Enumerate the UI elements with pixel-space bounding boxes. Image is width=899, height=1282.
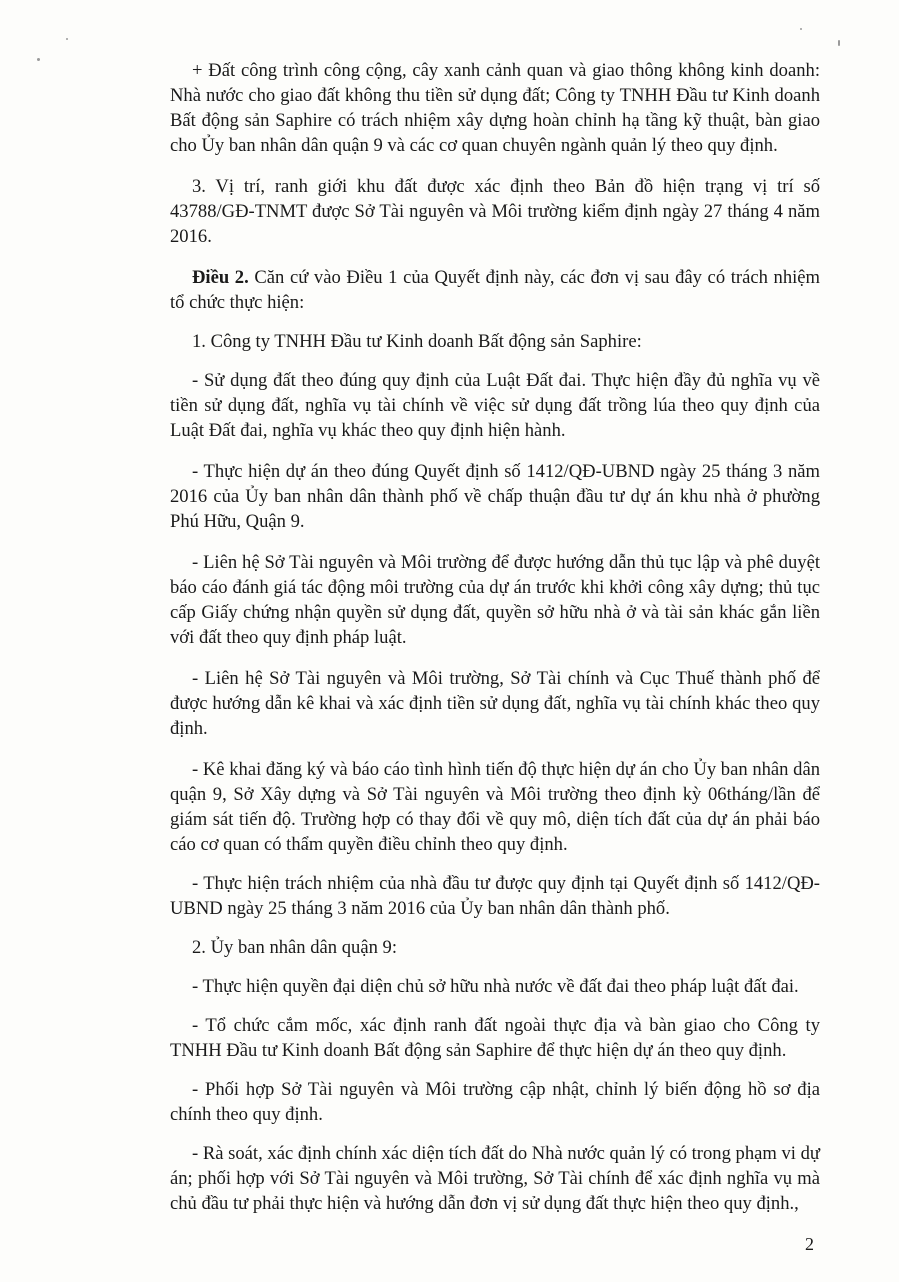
- article-2: [170, 265, 820, 315]
- article-2-text: Căn cứ vào Điều 1 của Quyết định này, các đơn vị sau đây có trách nhiệm tổ chức thực hiện:: [170, 267, 820, 313]
- section-1-item: - Liên hệ Sở Tài nguyên và Môi trường, Sở Tài chính và Cục Thuế thành phố để được hướng dẫn kê khai và xác định tiền sử dụng đất, nghĩa vụ tài chính khác theo quy định.: [170, 668, 820, 739]
- scan-speck: [838, 40, 840, 46]
- scan-speck: [800, 28, 802, 30]
- section-1-item: - Liên hệ Sở Tài nguyên và Môi trường để được hướng dẫn thủ tục lập và phê duyệt báo cáo đánh giá tác động môi trường của dự án trước khi khởi công xây dựng; thủ tục cấp Giấy chứng nhận quyền sử dụng đất, quyền sở hữu nhà ở và tài sản khác gắn liền với đất theo quy định pháp luật.: [170, 552, 820, 648]
- section-1-item: - Sử dụng đất theo đúng quy định của Luật Đất đai. Thực hiện đầy đủ nghĩa vụ về tiền sử dụng đất, nghĩa vụ tài chính về việc sử dụng đất trồng lúa theo quy định của Luật Đất đai, nghĩa vụ khác theo quy định hiện hành.: [170, 370, 820, 441]
- section-2-item: - Phối hợp Sở Tài nguyên và Môi trường cập nhật, chỉnh lý biến động hồ sơ địa chính theo quy định.: [170, 1079, 820, 1125]
- section-1-item: - Thực hiện trách nhiệm của nhà đầu tư được quy định tại Quyết định số 1412/QĐ-UBND ngày 25 tháng 3 năm 2016 của Ủy ban nhân dân thành phố.: [170, 873, 820, 919]
- scan-speck: [37, 58, 40, 61]
- section-1-item: - Thực hiện dự án theo đúng Quyết định số 1412/QĐ-UBND ngày 25 tháng 3 năm 2016 của Ủy ban nhân dân thành phố về chấp thuận đầu tư dự án khu nhà ở phường Phú Hữu, Quận 9.: [170, 461, 820, 532]
- scan-speck: [66, 38, 68, 40]
- article-2-label: Điều 2.: [192, 267, 249, 288]
- section-2-item: - Rà soát, xác định chính xác diện tích đất do Nhà nước quản lý có trong phạm vi dự án; phối hợp với Sở Tài nguyên và Môi trường, Sở Tài chính để xác định nghĩa vụ mà chủ đầu tư phải thực hiện và hướng dẫn đơn vị sử dụng đất thực hiện theo quy định.,: [170, 1143, 820, 1214]
- section-2-item: - Thực hiện quyền đại diện chủ sở hữu nhà nước về đất đai theo pháp luật đất đai.: [192, 976, 799, 997]
- section-1-heading: 1. Công ty TNHH Đầu tư Kinh doanh Bất động sản Saphire:: [192, 331, 642, 352]
- page-number: 2: [805, 1234, 814, 1254]
- document-body: [170, 58, 820, 1216]
- paragraph-location: 3. Vị trí, ranh giới khu đất được xác định theo Bản đồ hiện trạng vị trí số 43788/GĐ-TNMT được Sở Tài nguyên và Môi trường kiểm định ngày 27 tháng 4 năm 2016.: [170, 176, 820, 247]
- section-2-heading: 2. Ủy ban nhân dân quận 9:: [192, 937, 398, 958]
- section-1-item: - Kê khai đăng ký và báo cáo tình hình tiến độ thực hiện dự án cho Ủy ban nhân dân quận 9, Sở Xây dựng và Sở Tài nguyên và Môi trường theo định kỳ 06tháng/lần để giám sát tiến độ. Trường hợp có thay đổi về quy mô, diện tích đất của dự án phải báo cáo cơ quan có thẩm quyền điều chỉnh theo quy định.: [170, 759, 820, 855]
- section-2-item: - Tổ chức cắm mốc, xác định ranh đất ngoài thực địa và bàn giao cho Công ty TNHH Đầu tư Kinh doanh Bất động sản Saphire để thực hiện dự án theo quy định.: [170, 1015, 820, 1061]
- paragraph-public-land: + Đất công trình công cộng, cây xanh cảnh quan và giao thông không kinh doanh: Nhà nước cho giao đất không thu tiền sử dụng đất; Công ty TNHH Đầu tư Kinh doanh Bất động sản Saphire có trách nhiệm xây dựng hoàn chỉnh hạ tầng kỹ thuật, bàn giao cho Ủy ban nhân dân quận 9 và các cơ quan chuyên ngành quản lý theo quy định.: [170, 60, 820, 156]
